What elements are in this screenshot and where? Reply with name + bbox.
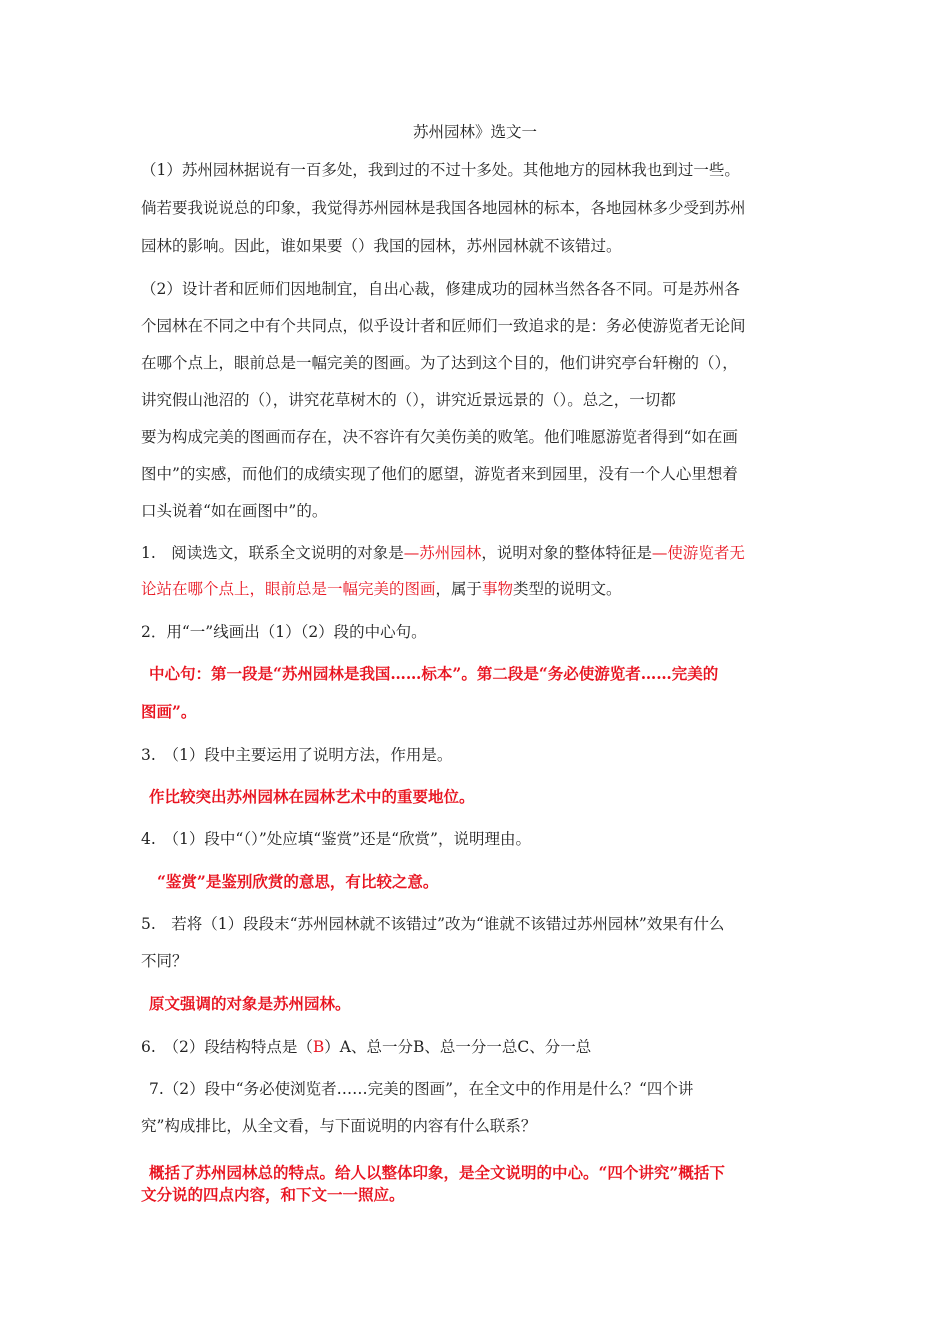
p2-line: 在哪个点上，眼前总是一幅完美的图画。为了达到这个目的，他们讲究亭台轩榭的（），	[141, 354, 738, 372]
p2-line: 口头说着“如在画图中”的。	[141, 502, 328, 520]
p1-line: 倘若要我说说总的印象，我觉得苏州园林是我国各地园林的标本，各地园林多少受到苏州	[141, 199, 746, 217]
q1-answer-feature: —使游览者无	[651, 544, 745, 562]
q5-answer: 原文强调的对象是苏州园林。	[149, 994, 351, 1013]
p2-line: 要为构成完美的图画而存在，决不容许有欠美伤美的败笔。他们唯愿游览者得到“如在画	[141, 428, 738, 446]
p2-line: （2）设计者和匠师们因地制宜，自出心裁，修建成功的园林当然各各不同。可是苏州各	[141, 280, 740, 298]
q1-line	[141, 542, 811, 564]
q6-line	[141, 1036, 811, 1058]
q2-answer: 图画”。	[141, 702, 197, 721]
q2-question: 2．用“一”线画出（1）（2）段的中心句。	[141, 623, 427, 641]
q1-text: ，说明对象的整体特征是	[481, 544, 652, 562]
q5-question: 5. 若将（1）段段末“苏州园林就不该错过”改为“谁就不该错过苏州园林”效果有什么	[141, 915, 725, 933]
q6-text: ）A、总一分B、总一分一总C、分一总	[324, 1038, 592, 1056]
q2-answer: 中心句：第一段是“苏州园林是我国……标本”。第二段是“务必使游览者……完美的	[149, 664, 719, 683]
q1-text: ，属于	[435, 580, 483, 598]
q3-answer: 作比较突出苏州园林在园林艺术中的重要地位。	[149, 787, 475, 806]
q1-line	[141, 578, 811, 600]
q6-text: 6. （2）段结构特点是（	[141, 1038, 313, 1056]
p1-line: 园林的影响。因此，谁如果要（）我国的园林，苏州园林就不该错过。	[141, 237, 622, 255]
q7-question: 究”构成排比，从全文看，与下面说明的内容有什么联系？	[141, 1117, 537, 1135]
p2-line: 讲究假山池沼的（），讲究花草树木的（），讲究近景远景的（）。总之，一切都	[141, 391, 676, 409]
q7-answer: 概括了苏州园林总的特点。给人以整体印象，是全文说明的中心。“四个讲究”概括下	[149, 1163, 725, 1182]
q6-answer: B	[312, 1038, 325, 1056]
q4-question: 4. （1）段中“（）”处应填“鉴赏”还是“欣赏”，说明理由。	[141, 830, 531, 848]
p2-line: 图中”的实感，而他们的成绩实现了他们的愿望，游览者来到园里，没有一个人心里想着	[141, 465, 738, 483]
q1-answer-feature: 论站在哪个点上，眼前总是一幅完美的图画	[141, 580, 436, 598]
q5-question: 不同？	[141, 952, 188, 970]
q1-answer-type: 事物	[482, 580, 514, 598]
q3-question: 3. （1）段中主要运用了说明方法，作用是。	[141, 746, 453, 764]
document-title: 苏州园林》选文一	[412, 123, 537, 141]
q7-answer: 文分说的四点内容，和下文一一照应。	[141, 1185, 405, 1204]
q1-text: 类型的说明文。	[513, 580, 622, 598]
q1-answer-object: —苏州园林	[403, 544, 482, 562]
q1-text: 1. 阅读选文，联系全文说明的对象是	[141, 544, 404, 562]
q7-question: 7.（2）段中“务必使浏览者……完美的图画”，在全文中的作用是什么？“四个讲	[149, 1080, 694, 1098]
p2-line: 个园林在不同之中有个共同点，似乎设计者和匠师们一致追求的是：务必使游览者无论间	[141, 317, 746, 335]
q4-answer: “鉴赏”是鉴别欣赏的意思，有比较之意。	[157, 872, 439, 891]
p1-line: （1）苏州园林据说有一百多处，我到过的不过十多处。其他地方的园林我也到过一些。	[141, 161, 740, 179]
